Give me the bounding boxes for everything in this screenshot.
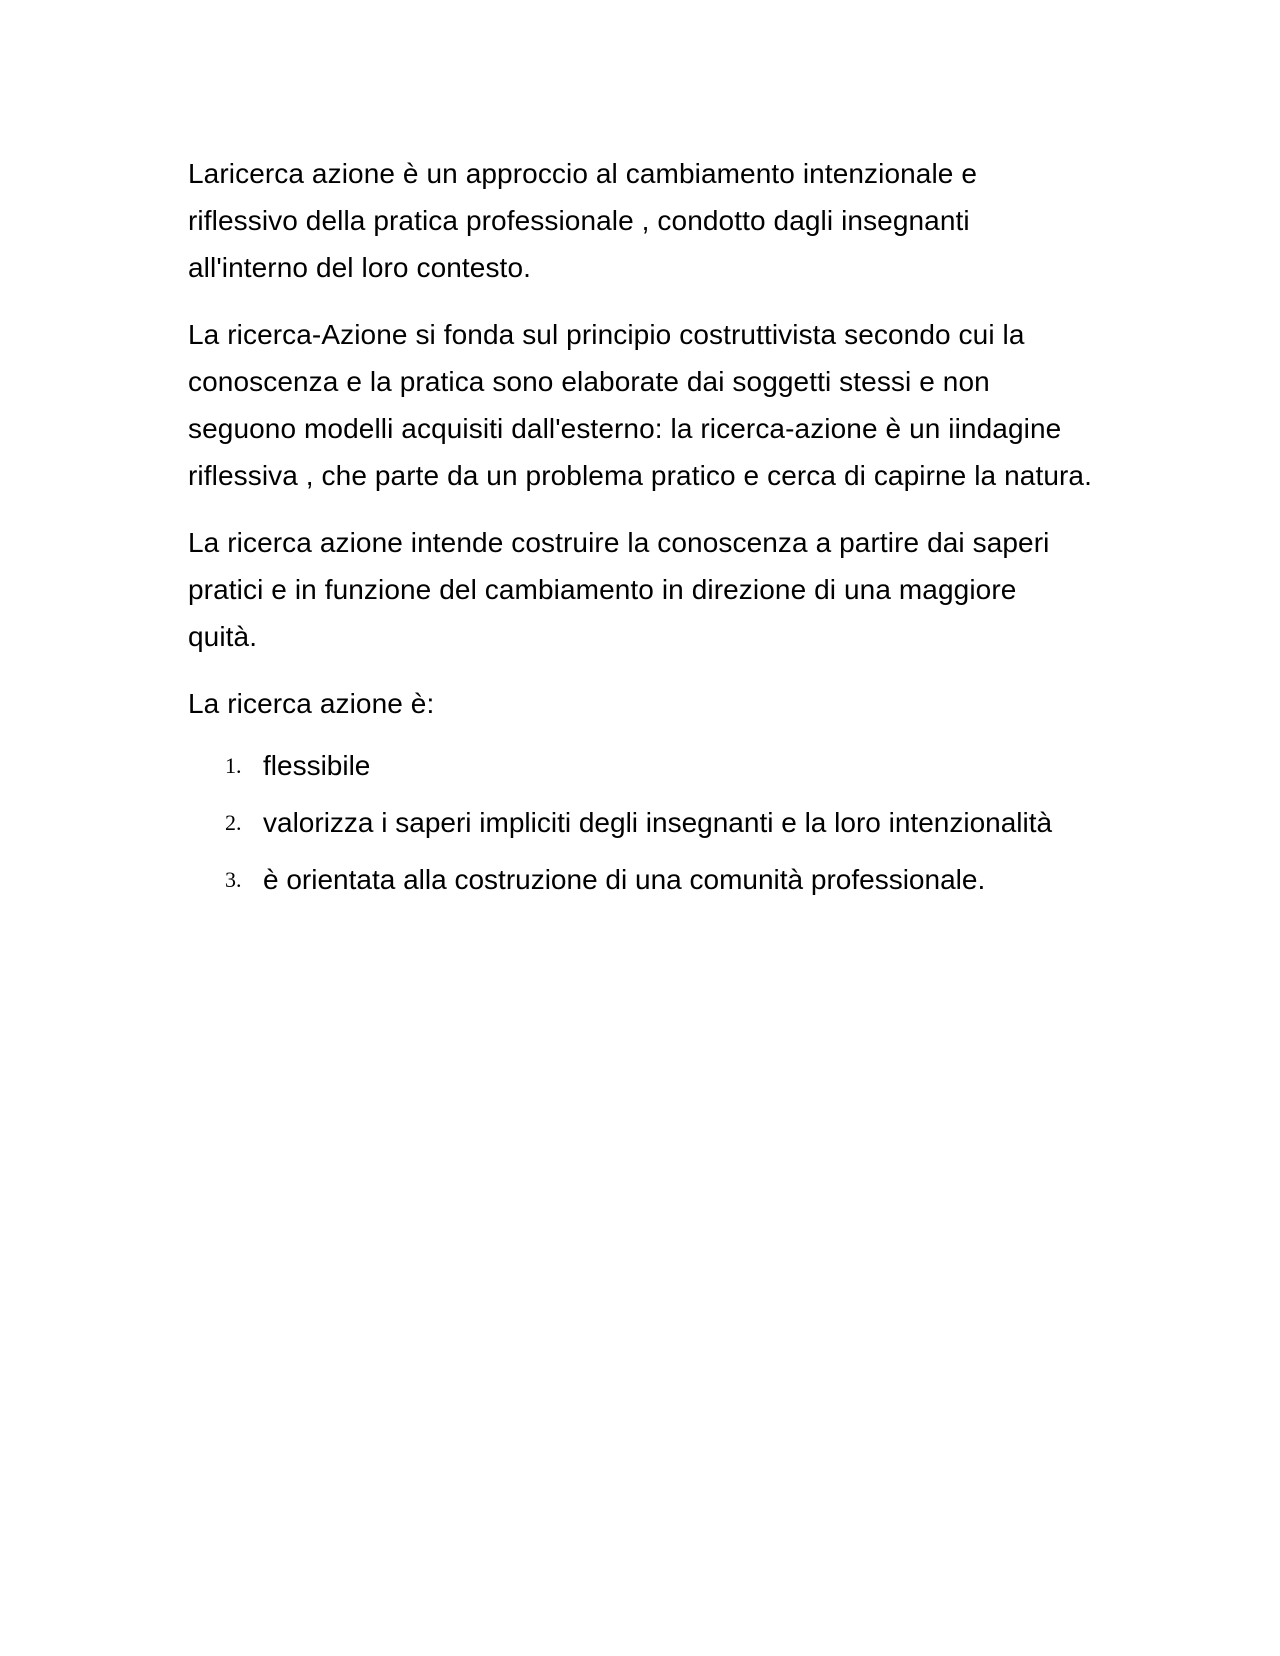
paragraph-intro: Laricerca azione è un approccio al cambiamento intenzionale e riflessivo della pratica professionale , condotto dagli insegnanti all'interno del loro contesto. <box>188 158 978 283</box>
list-number: 3. <box>225 867 242 892</box>
list-item <box>188 861 1093 898</box>
list-item-text: flessibile <box>263 750 371 781</box>
paragraph-list-intro: La ricerca azione è: <box>188 688 435 719</box>
list-item-text: valorizza i saperi impliciti degli insegnanti e la loro intenzionalità <box>263 807 1053 838</box>
document-body <box>188 150 1093 918</box>
numbered-list <box>188 747 1093 898</box>
list-number: 1. <box>225 753 242 778</box>
paragraph-principle: La ricerca-Azione si fonda sul principio costruttivista secondo cui la conoscenza e la pratica sono elaborate dai soggetti stessi e non seguono modelli acquisiti dall'esterno: la ricerca-azione è un iindagine riflessiva , che parte da un problema pratico e cerca di capirne la natura. <box>188 319 1092 491</box>
list-item <box>188 747 1093 784</box>
list-item-text: è orientata alla costruzione di una comunità professionale. <box>263 864 986 895</box>
list-number: 2. <box>225 810 242 835</box>
paragraph-purpose: La ricerca azione intende costruire la conoscenza a partire dai saperi pratici e in funzione del cambiamento in direzione di una maggiore quità. <box>188 527 1050 652</box>
list-item <box>188 804 1093 841</box>
